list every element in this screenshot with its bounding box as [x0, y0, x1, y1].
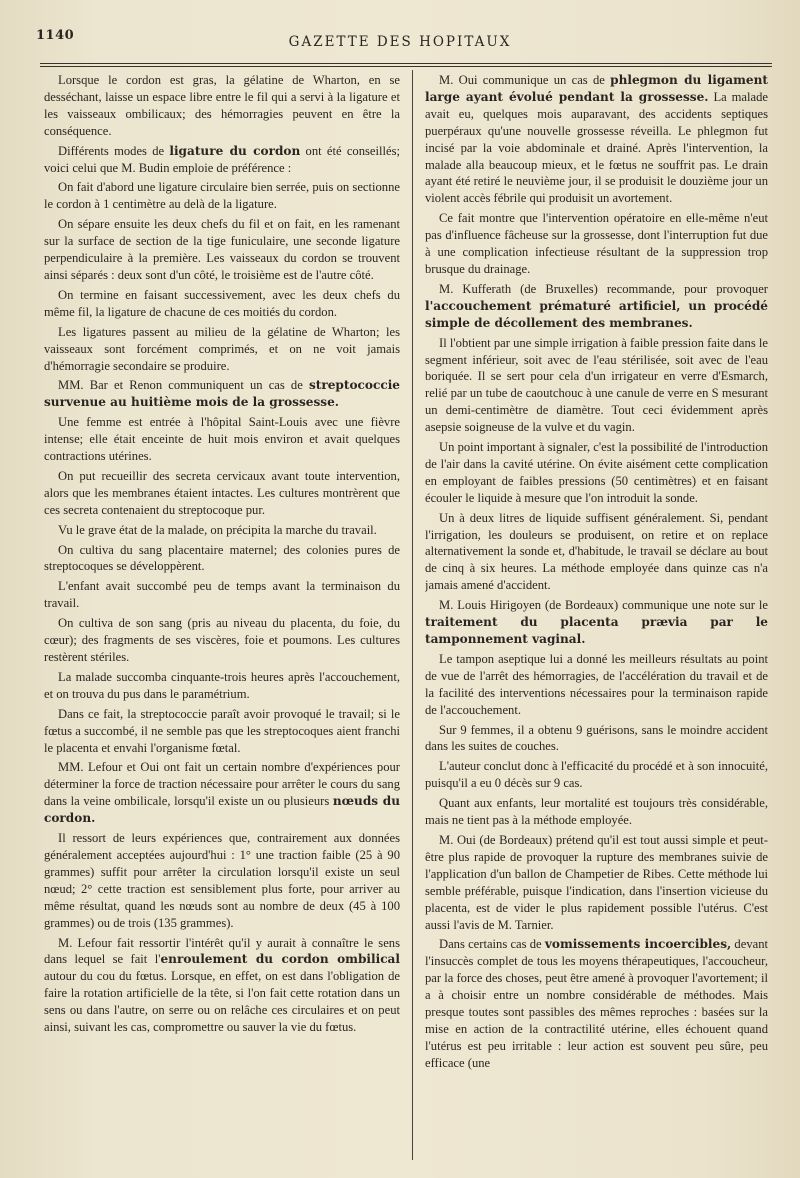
paragraph — [44, 542, 400, 576]
paragraph-text: On termine en faisant successivement, avec les deux chefs du même fil, la ligature de chacune de ces moitiés du cordon. — [44, 287, 400, 319]
paragraph-text: Dans certains cas de — [439, 937, 545, 952]
paragraph — [425, 832, 768, 933]
header-rule — [40, 63, 772, 67]
paragraph-text: Il l'obtient par une simple irrigation à faible pression faite dans le segment inférieur, soit avec de l'eau stérilisée, soit avec de l'eau boriquée. Il se sert pour cela d'un irrigateur en verre d'Esmarch, relié par un tube de caoutchouc à une canule de verre en S mesurant un demi-centimètre de diamètre. Tout ceci évidemment après asepsie soigneuse de la vulve et du vagin. — [425, 335, 768, 435]
paragraph-text: M. Lefour fait ressortir l'intérêt qu'il y aurait à connaître le sens dans lequel se fait l' — [44, 935, 400, 967]
paragraph-text: MM. Bar et Renon communiquent un cas de — [58, 378, 309, 393]
paragraph — [44, 179, 400, 213]
paragraph — [44, 615, 400, 666]
bold-topic: ligature du cordon — [169, 143, 301, 158]
paragraph-text: M. Louis Hirigoyen (de Bordeaux) communique une note sur le — [439, 598, 768, 613]
paragraph-text: On cultiva de son sang (pris au niveau du placenta, du foie, du cœur); des fragments de ses viscères, foie et poumons. Les cultures restèrent stériles. — [44, 616, 400, 664]
paragraph-text: L'auteur conclut donc à l'efficacité du procédé et à son innocuité, puisqu'il a eu 0 décès sur 9 cas. — [425, 759, 768, 791]
bold-topic: l'accouchement prématuré artificiel, un procédé simple de décollement des membranes. — [425, 298, 768, 330]
paragraph-text: On put recueillir des secreta cervicaux avant toute intervention, alors que les membranes étaient intactes. Les cultures montrèrent que ces secreta contenaient du streptocoque pur. — [44, 468, 400, 517]
paragraph — [44, 324, 400, 375]
bold-topic: nœuds du cordon. — [44, 794, 400, 826]
paragraph-text: MM. Lefour et Oui ont fait un certain nombre d'expériences pour déterminer la force de traction nécessaire pour arrêter le cours du sang dans la veine ombilicale, lorsqu'il existe un ou plusieurs — [44, 760, 400, 809]
paragraph — [44, 706, 400, 757]
paragraph — [44, 287, 400, 321]
bold-topic: enroulement du cordon ombilical — [160, 952, 400, 967]
paragraph-text: Ce fait montre que l'intervention opératoire en elle-même n'eut pas d'influence fâcheuse sur la grossesse, dont l'interruption fut due à une complication infectieuse résultant de la suppression trop brusque du drainage. — [425, 211, 768, 276]
bold-topic: streptococcie survenue au huitième mois de la grossesse. — [44, 378, 400, 410]
right-column — [425, 72, 768, 1162]
paragraph-text: Un point important à signaler, c'est la possibilité de l'introduction de l'air dans la cavité utérine. On évite aisément cette complication en employant de faibles pressions (50 centimètres) et en faisant écouler le liquide à mesure que l'on introduit la sonde. — [425, 440, 768, 505]
paragraph — [44, 759, 400, 827]
paragraph-text: On cultiva du sang placentaire maternel; des colonies pures de streptocoques se développèrent. — [44, 542, 400, 574]
paragraph — [425, 281, 768, 332]
paragraph — [425, 597, 768, 648]
paragraph — [425, 335, 768, 436]
paragraph — [425, 439, 768, 507]
paragraph-text: M. Kufferath (de Bruxelles) recommande, pour provoquer — [439, 281, 768, 296]
paragraph — [425, 651, 768, 719]
column-divider — [412, 70, 413, 1160]
bold-topic: traitement du placenta prævia par le tamponnement vaginal. — [425, 615, 768, 646]
paragraph-text: Les ligatures passent au milieu de la gélatine de Wharton; les vaisseaux sont forcément comprimés, et on ne voit jamais d'hémorragie secondaire se produire. — [44, 324, 400, 373]
paragraph-text: devant l'insuccès complet de tous les moyens thérapeutiques, l'accoucheur, par la force des choses, peut être amené à provoquer l'avortement; il a à choisir entre un nombre considérable de méthodes. Mais presque toutes sont passibles des mêmes reproches : basées sur la mise en action de la contractilité utérine, elles échouent quand l'utérus est peu irritable : leur action est souvent peu sûre, peu efficace (une — [425, 937, 768, 1070]
paragraph-text: L'enfant avait succombé peu de temps avant la terminaison du travail. — [44, 579, 400, 611]
paragraph — [425, 722, 768, 756]
paragraph — [44, 578, 400, 612]
paragraph — [425, 210, 768, 278]
paragraph-text: M. Oui communique un cas de — [439, 73, 611, 87]
paragraph-text: On sépare ensuite les deux chefs du fil et on fait, en les ramenant sur la surface de section de la tige funiculaire, une seconde ligature perpendiculaire à la première. Les vaisseaux du cordon se trouvent ainsi séparés : deux sont d'un côté, le troisième est de l'autre côté. — [44, 217, 400, 282]
paragraph — [44, 935, 400, 1036]
paragraph-text: Sur 9 femmes, il a obtenu 9 guérisons, sans le moindre accident dans les suites de couches. — [425, 722, 768, 754]
bold-topic: phlegmon du ligament large ayant évolué pendant la grossesse. — [425, 73, 768, 104]
paragraph-text: La malade avait eu, quelques mois auparavant, des accidents septiques puerpéraux qu'une nouvelle grossesse réveilla. Le phlegmon fut incisé par la voie abdominale et drainé. Après l'intervention, la malade alla beaucoup mieux, et le fœtus ne souffrit pas. Le drain ayant été retiré le neuvième jour, il se produisit le douzième jour un violent accès fébrile qui produisit un avortement. — [425, 89, 768, 206]
paragraph — [425, 936, 768, 1071]
paragraph-text: Une femme est entrée à l'hôpital Saint-Louis avec une fièvre intense; elle était enceinte de huit mois environ et avait quelques contractions utérines. — [44, 415, 400, 464]
paragraph-text: Il ressort de leurs expériences que, contrairement aux données généralement acceptées aujourd'hui : 1° une traction faible (25 à 90 grammes) suffit pour arrêter la circulation lorsqu'il existe un seul nœud; 2° cette traction est sensiblement plus forte, pour arriver au même résultat, quand les nœuds sont au nombre de deux (45 à 100 grammes) ou de trois (135 grammes). — [44, 831, 400, 930]
paragraph — [44, 522, 400, 539]
paragraph-text: La malade succomba cinquante-trois heures après l'accouchement, et on trouva du pus dans le paramétrium. — [44, 669, 400, 701]
paragraph-text: Quant aux enfants, leur mortalité est toujours très considérable, mais ne tient pas à la méthode employée. — [425, 796, 768, 828]
paragraph-text: Le tampon aseptique lui a donné les meilleurs résultats au point de vue de l'arrêt des hémorragies, de l'accélération du travail et de la facilité des interventions nécessaires pour la terminaison rapide de l'accouchement. — [425, 651, 768, 717]
paragraph — [44, 830, 400, 931]
paragraph-text: Lorsque le cordon est gras, la gélatine de Wharton, en se desséchant, laisse un espace libre entre le fil qui a servi à la ligature et les vaisseaux ombilicaux; des hémorragies peuvent en être la conséquence. — [44, 73, 400, 138]
paragraph-text: autour du cou du fœtus. Lorsque, en effet, on est dans l'obligation de faire la rotation artificielle de la tête, si l'on fait cette rotation dans un sens ou dans l'autre, on serre ou on relâche ces circulaires et on peut ainsi, suivant les cas, compromettre ou sauver la vie du fœtus. — [44, 969, 400, 1035]
paragraph-text: Différents modes de — [58, 143, 170, 158]
paragraph-text: On fait d'abord une ligature circulaire bien serrée, puis on sectionne le cordon à 1 centimètre au delà de la ligature. — [44, 180, 400, 212]
paragraph-text: Un à deux litres de liquide suffisent généralement. Si, pendant l'irrigation, les douleurs se produisent, on retire et on replace alternativement la sonde et, d'habitude, le travail se déclare au bout de cinq à six heures. La méthode employée dans quinze cas n'a jamais amené d'accident. — [425, 510, 768, 593]
paragraph — [425, 510, 768, 595]
paragraph-text: ont été conseillés; voici celui que M. Budin emploie de préférence : — [44, 143, 400, 175]
paragraph-text: M. Oui (de Bordeaux) prétend qu'il est tout aussi simple et peut-être plus rapide de provoquer la rupture des membranes suivie de l'application d'un ballon de Champetier de Ribes. Cette méthode lui semble préférable, puisque l'indication, dans l'insertion vicieuse du placenta, est de vider le plus rapidement possible l'utérus. C'est aussi l'avis de M. Tarnier. — [425, 832, 768, 932]
paragraph — [44, 72, 400, 140]
paragraph — [44, 468, 400, 519]
paragraph — [44, 216, 400, 284]
running-head-title: GAZETTE DES HOPITAUX — [288, 34, 512, 50]
paragraph — [44, 669, 400, 703]
paragraph — [44, 414, 400, 465]
bold-topic: vomissements incoercibles, — [544, 937, 732, 952]
paragraph — [425, 758, 768, 792]
paragraph — [44, 143, 400, 177]
paragraph — [425, 795, 768, 829]
page-number: 1140 — [36, 28, 75, 43]
paragraph — [425, 72, 768, 207]
paragraph-text: Vu le grave état de la malade, on précipita la marche du travail. — [58, 522, 377, 537]
paragraph-text: Dans ce fait, la streptococcie paraît avoir provoqué le travail; si le fœtus a succombé, il ne semble pas que les streptocoques aient franchi le placenta et envahi l'organisme fœtal. — [44, 706, 400, 755]
left-column — [44, 72, 400, 1162]
paragraph — [44, 377, 400, 411]
